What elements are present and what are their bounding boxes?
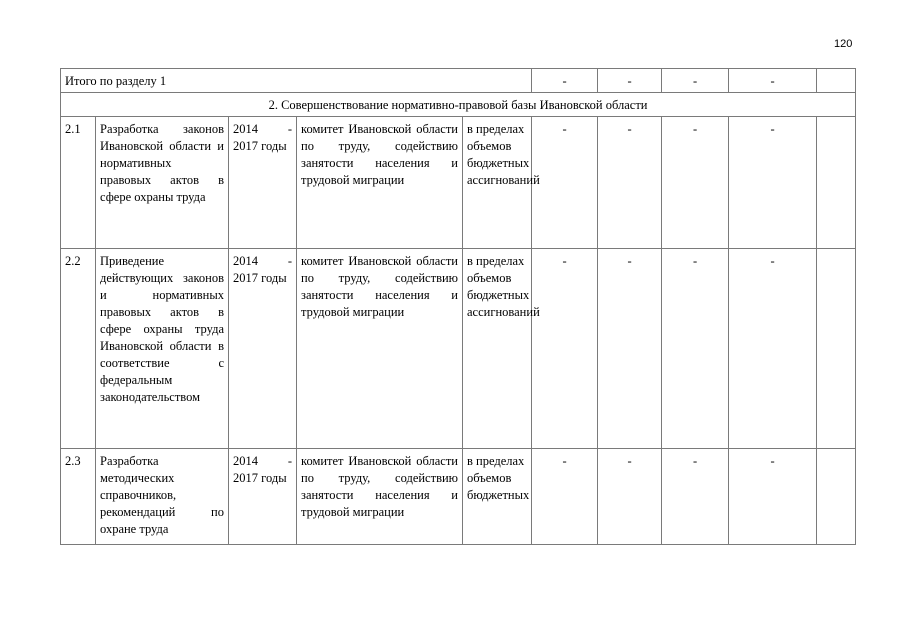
table-cell: - [729,69,817,93]
table-cell [817,449,856,545]
table-cell: - [598,69,662,93]
table-cell: - [598,249,662,449]
table-cell: - [662,449,729,545]
table-cell: - [532,69,598,93]
table-row [61,249,856,449]
section-total-label: Итого по разделу 1 [61,69,532,93]
table-cell [817,249,856,449]
activity-name: Приведение действующих законов и нормативных правовых актов в сфере охраны труда Ивановской области в соответствие с федеральным законодательством [96,249,229,449]
period-cell: 2014 - 2017 годы [229,449,297,545]
table-cell: - [662,69,729,93]
executor-cell: комитет Ивановской области по труду, содействию занятости населения и трудовой миграции [297,449,463,545]
table-row [61,449,856,545]
section-heading-row [61,93,856,117]
page-number: 120 [834,38,853,50]
table-cell: - [729,449,817,545]
table-cell [817,69,856,93]
table-row [61,117,856,249]
row-number: 2.1 [61,117,96,249]
period-cell: 2014 - 2017 годы [229,249,297,449]
activity-name: Разработка законов Ивановской области и нормативных правовых актов в сфере охраны труда [96,117,229,249]
table-cell: - [532,117,598,249]
row-number: 2.3 [61,449,96,545]
table-cell: - [662,117,729,249]
row-number: 2.2 [61,249,96,449]
table-cell: - [729,117,817,249]
funding-cell: в пределах объемов бюджетных ассигнований [463,117,532,249]
table-cell: - [598,117,662,249]
table-cell: - [598,449,662,545]
table-cell: - [532,249,598,449]
table-cell: - [532,449,598,545]
section-title: 2. Совершенствование нормативно-правовой базы Ивановской области [61,93,856,117]
table-cell [817,117,856,249]
activity-plan-table [60,68,856,545]
table-cell: - [729,249,817,449]
section-total-row [61,69,856,93]
executor-cell: комитет Ивановской области по труду, содействию занятости населения и трудовой миграции [297,117,463,249]
activity-name: Разработка методических справочников, рекомендаций по охране труда [96,449,229,545]
executor-cell: комитет Ивановской области по труду, содействию занятости населения и трудовой миграции [297,249,463,449]
table-cell: - [662,249,729,449]
funding-cell: в пределах объемов бюджетных [463,449,532,545]
period-cell: 2014 - 2017 годы [229,117,297,249]
funding-cell: в пределах объемов бюджетных ассигнований [463,249,532,449]
